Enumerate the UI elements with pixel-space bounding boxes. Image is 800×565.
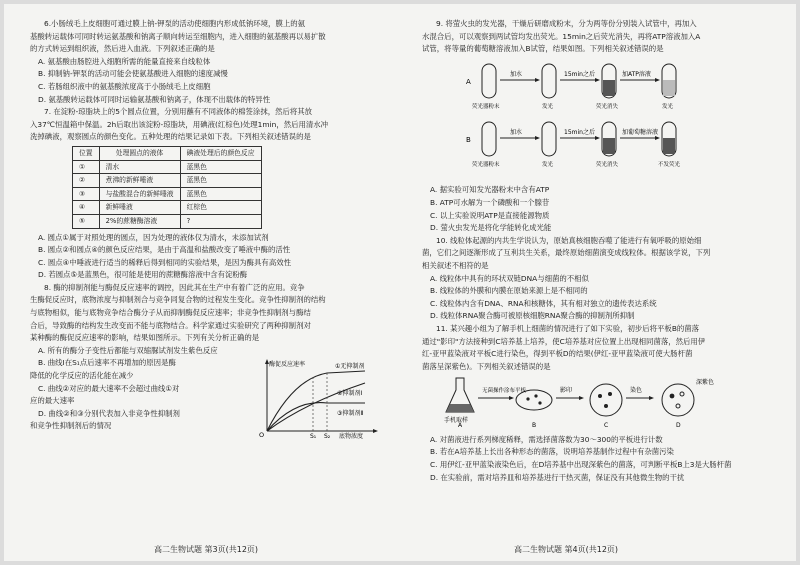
- table-row: [73, 201, 262, 215]
- svg-text:加ATP溶液: 加ATP溶液: [622, 70, 651, 78]
- q8-options-with-figure: [30, 357, 392, 444]
- q7-q8-line: 生酶促反应时，底物浓度与抑制剂合与竞争同复合物的过程发生变化。竞争性抑制剂的结构: [30, 295, 326, 305]
- q6-q7-line: 入37℃恒温箱中保温。2h后取出该淀粉-琼脂块，用碘液(红棕色)处理1min，然后用清水冲: [30, 119, 329, 129]
- svg-text:15min之后: 15min之后: [564, 128, 595, 136]
- q11-options-line: B. 若在A培养基上长出各种形态的菌落，说明培养基制作过程中有杂菌污染: [430, 447, 674, 457]
- table-header-cell: 位置: [73, 146, 100, 160]
- q6-q7-line: 洗掉碘液，观察圆点的颜色变化。五种处理的结果记录如下表。下列相关叙述错误的是: [30, 132, 311, 142]
- table-cell: 2%的蔗糖酶溶液: [99, 214, 180, 228]
- q6-q7-line: 的方式转运到组织液，然后进入血液。下列叙述正确的是: [30, 44, 215, 54]
- q8-option-line: 应的最大速率: [30, 396, 75, 406]
- svg-text:染色: 染色: [630, 387, 643, 395]
- q6-q7-line: D. 氨基酸转运载体可同时运输氨基酸和钠离子，体现不出载体的特异性: [38, 94, 271, 104]
- q9-q11-line: C. 线粒体内含有DNA、RNA和核糖体，其有相对独立的遗传表达系统: [430, 298, 657, 308]
- table-cell: ①: [73, 160, 100, 174]
- q9-q11-line: B. ATP可水解为一个磷酸和一个腺苷: [430, 197, 550, 207]
- table-cell: 与盐酸混合的新鲜唾液: [99, 187, 180, 201]
- enzyme-rate-graph: [255, 357, 380, 444]
- table-cell: 清水: [99, 160, 180, 174]
- q9-q11-line: 10. 线粒体起源的内共生学说认为，原始真核细胞吞噬了能进行有氧呼吸的原始细: [436, 235, 702, 245]
- q9-q11-line: D. 萤火虫发光是将化学能转化成光能: [430, 223, 552, 233]
- table-cell: ④: [73, 201, 100, 215]
- svg-text:B: B: [532, 422, 537, 429]
- q9-q11-line: C. 以上实验说明ATP是直接能源物质: [430, 210, 550, 220]
- table-header-cell: 碘液处理后的颜色反应: [180, 146, 261, 160]
- table-cell: 红棕色: [180, 201, 261, 215]
- q6-q7-line: C. 若肠组织液中的氨基酸浓度高于小肠绒毛上皮细胞: [38, 81, 211, 91]
- svg-text:加葡萄糖溶液: 加葡萄糖溶液: [622, 128, 659, 136]
- q6-q7-line: 7. 在淀粉-琼脂块上的5个圆点位置，分别用蘸有不同液体的棉签涂抹，然后将其放: [44, 107, 313, 117]
- q6-q7-line: B. 抑制钠-钾泵的活动可能会使氨基酸进入细胞的速度减慢: [38, 69, 228, 79]
- q9-q11-line: 通过"影印"方法接种到C培养基上培养，使C培养基对应位置上出现相同菌落，然后用伊: [422, 336, 706, 346]
- table-row: [73, 187, 262, 201]
- page-4-column: [422, 18, 784, 484]
- q9-q11-line: D. 线粒体RNA聚合酶可被原核细胞RNA聚合酶的抑制剂所抑制: [430, 311, 635, 321]
- table-cell: ⑤: [73, 214, 100, 228]
- graph-xlabel: 底物浓度: [339, 433, 364, 440]
- graph-s2: S₂: [324, 433, 331, 440]
- page-3-footer: 高二生物试题 第3页(共12页): [154, 545, 259, 554]
- q8-option-line: D. 曲线②和③分别代表加入非竞争性抑制剂: [38, 408, 180, 418]
- q11-options-line: D. 在实验前，需对培养皿和培养基进行干热灭菌，保证没有其他微生物的干扰: [430, 472, 685, 482]
- q8-option-line: 降低的化学反应的活化能在减少: [30, 371, 134, 381]
- table-cell: 蓝黑色: [180, 174, 261, 188]
- q11-options-line: C. 用伊红-亚甲蓝染液染色后，在D培养基中出现深紫色的菌落，可判断平板B上3是大肠杆菌: [430, 460, 732, 470]
- q9-q11-line: 菌落呈深紫色)。下列相关叙述错误的是: [422, 361, 551, 371]
- svg-text:发光: 发光: [542, 103, 554, 110]
- page-3-column: [30, 18, 392, 444]
- svg-text:加水: 加水: [510, 70, 523, 78]
- q9-q11-line: 红-亚甲蓝染液对平板C进行染色，得到平板D的结果(伊红-亚甲蓝染液可使大肠杆菌: [422, 349, 693, 359]
- exam-sheet: [4, 4, 796, 561]
- svg-text:荧光消失: 荧光消失: [596, 103, 619, 110]
- graph-curve-2-label: ②抑制剂Ⅰ: [337, 390, 363, 398]
- q6-q7-line: 基酸转运载体可同时转运氨基酸和钠离子顺向转运至细胞内，进入细胞的氨基酸再以易扩散: [30, 31, 326, 41]
- curve-no-inhibitor: [267, 371, 365, 431]
- svg-text:荧光器粉末: 荧光器粉末: [472, 103, 500, 110]
- q6-q7-line: 6.小肠绒毛上皮细胞可通过膜上钠-钾泵的活动使细胞内形成低钠环境，膜上的氨: [44, 19, 306, 28]
- svg-text:A: A: [466, 77, 471, 86]
- svg-text:荧光消失: 荧光消失: [596, 161, 619, 168]
- svg-text:深紫色: 深紫色: [696, 379, 715, 387]
- q9-q11-line: B. 线粒体的外膜和内膜在原始来源上是不相同的: [430, 286, 588, 296]
- svg-text:A: A: [458, 422, 463, 429]
- svg-text:不发荧光: 不发荧光: [658, 161, 681, 168]
- q8-option-line: C. 曲线②对应的最大速率不会超过曲线①对: [38, 383, 180, 393]
- table-cell: 新鲜唾液: [99, 201, 180, 215]
- q7-q8-line: B. 圆点②和圆点④的颜色反应结果，是由于高温和盐酸改变了唾液中酶的活性: [38, 245, 291, 255]
- q9-line: 9. 将萤火虫的发光器，干燥后研磨成粉末，分为两等份分别装入试管中，再加入: [436, 19, 697, 28]
- graph-curve-3-label: ③抑制剂Ⅱ: [337, 410, 364, 418]
- svg-text:发光: 发光: [542, 161, 554, 168]
- bacteria-culture-figure: [442, 374, 784, 433]
- table-row: [73, 160, 262, 174]
- graph-s1: S₁: [310, 433, 317, 440]
- page-4-footer: 高二生物试题 第4页(共12页): [514, 545, 619, 554]
- table-row: [73, 174, 262, 188]
- table-cell: ③: [73, 187, 100, 201]
- svg-text:B: B: [466, 135, 471, 144]
- q8-option-line: 和竞争性抑制剂后的情况: [30, 421, 112, 431]
- q7-q8-line: 8. 酶的抑制剂能与酶促反应速率的调控，因此其在生产中有着广泛的应用。竞争: [44, 282, 305, 292]
- svg-text:荧光器粉末: 荧光器粉末: [472, 161, 500, 168]
- q8-option-line: B. 曲线Ⅰ在S₁点后速率不再增加的原因是酶: [38, 358, 176, 368]
- table-row: [73, 214, 262, 228]
- table-header-cell: 处理圆点的液体: [99, 146, 180, 160]
- svg-text:C: C: [604, 422, 609, 429]
- q7-q8-line: 与底物相似，能与底物竞争结合酶分子从而抑制酶促反应速率；非竞争性抑制剂与酶结: [30, 308, 311, 318]
- q7-q8-line: 合后，导致酶的结构发生改变而不能与底物结合。科学家通过实验研究了两种抑制剂对: [30, 320, 311, 330]
- q9-q11-line: 菌，它们之间逐渐形成了互利共生关系，最终原始细菌演变成线粒体。根据该学说，下列: [422, 248, 711, 258]
- graph-curve-1-label: ①无抑制剂: [335, 363, 365, 371]
- graph-ylabel: 酶促反应速率: [269, 361, 306, 369]
- svg-text:手机取样: 手机取样: [444, 417, 469, 425]
- q9-q11-line: 11. 某兴趣小组为了解手机上细菌的情况进行了如下实验，初步后将平板B的菌落: [436, 323, 700, 333]
- q6-q7-line: A. 氨基酸由肠腔进入细胞所需的能量直接来自线粒体: [38, 56, 211, 66]
- svg-text:无菌操作涂布平板: 无菌操作涂布平板: [482, 388, 527, 395]
- q7-q8-line: A. 圆点①属于对照处理的圆点，因为处理的液体仅为清水，未添加试剂: [38, 232, 269, 242]
- starch-test-table: [72, 146, 262, 229]
- svg-text:影印: 影印: [560, 387, 573, 395]
- table-cell: 蓝黑色: [180, 187, 261, 201]
- table-cell: ②: [73, 174, 100, 188]
- q9-q11-line: A. 线粒体中具有的环状双链DNA与细菌的不相似: [430, 273, 589, 283]
- q9-line: 水混合后，可以观察到两试管均发出荧光。15min之后荧光消失，再将ATP溶液加入A: [422, 31, 701, 41]
- q9-q11-line: A. 据实验可知发光器粉末中含有ATP: [430, 185, 550, 195]
- svg-text:15min之后: 15min之后: [564, 70, 595, 78]
- svg-text:发光: 发光: [662, 103, 674, 110]
- svg-text:D: D: [676, 422, 681, 429]
- q7-q8-line: D. 若圆点⑤是蓝黑色，很可能是使用的蔗糖酶溶液中含有淀粉酶: [38, 270, 248, 280]
- table-cell: ?: [180, 214, 261, 228]
- svg-text:加水: 加水: [510, 128, 523, 136]
- q7-q8-line: 某种酶的酶促反应速率的影响，结果如图所示。下列有关分析正确的是: [30, 333, 260, 343]
- q7-q8-line: A. 所有的酶分子变性后都能与双缩脲试剂发生紫色反应: [38, 345, 218, 355]
- table-cell: 煮沸的新鲜唾液: [99, 174, 180, 188]
- row-b-tubes: [466, 122, 681, 168]
- firefly-experiment-figure: [462, 58, 784, 183]
- q9-q11-line: 相关叙述不相符的是: [422, 260, 489, 270]
- graph-origin: O: [259, 431, 265, 440]
- q11-options-line: A. 对菌液进行系列梯度稀释，需选择菌落数为30～300的平板进行计数: [430, 434, 663, 444]
- table-cell: 蓝黑色: [180, 160, 261, 174]
- q7-q8-line: C. 圆点④中唾液进行适当的稀释后得到相同的实验结果，是因为酶具有高效性: [38, 257, 291, 267]
- q9-line: 试管，将等量的葡萄糖溶液加入B试管，结果如图。下列相关叙述错误的是: [422, 44, 664, 54]
- row-a-tubes: [466, 64, 676, 110]
